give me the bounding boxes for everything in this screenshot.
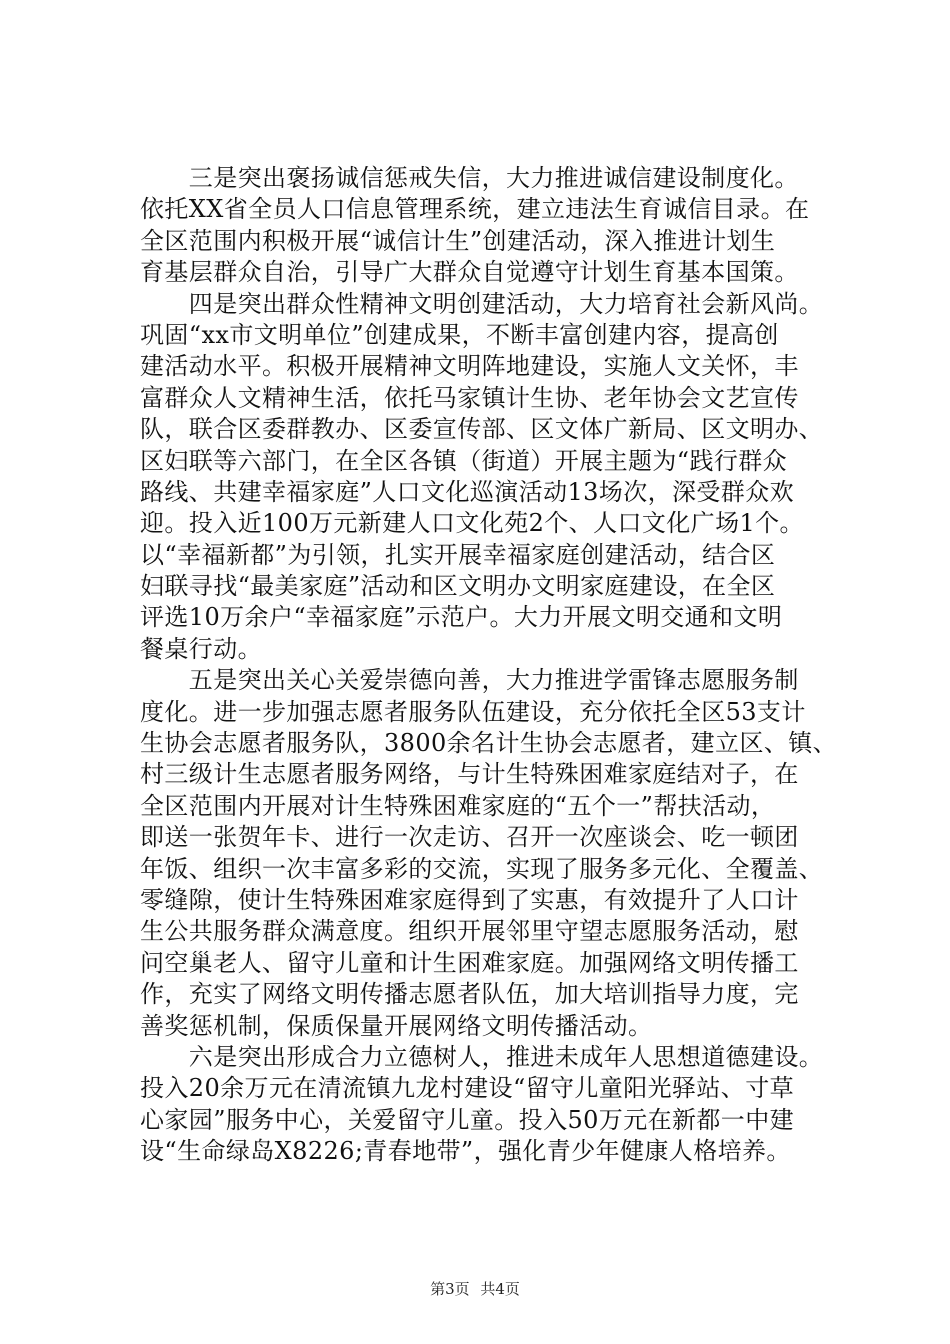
text-line: 问空巢老人、留守儿童和计生困难家庭。加强网络文明传播工 <box>140 948 799 977</box>
text-line: 以“幸福新都”为引领，扎实开展幸福家庭创建活动，结合区 <box>140 540 776 569</box>
text-line: 生公共服务群众满意度。组织开展邻里守望志愿服务活动，慰 <box>140 917 799 946</box>
text-line: 三是突出褒扬诚信惩戒失信，大力推进诚信建设制度化。 <box>140 164 799 192</box>
text-line: 建活动水平。积极开展精神文明阵地建设，实施人文关怀，丰 <box>140 352 799 381</box>
text-line: 路线、共建幸福家庭”人口文化巡演活动13场次，深受群众欢 <box>140 477 795 506</box>
text-line: 富群众人文精神生活，依托马家镇计生协、老年协会文艺宣传 <box>140 383 799 412</box>
document-body <box>140 163 846 1168</box>
text-line: 区妇联等六部门，在全区各镇（街道）开展主题为“践行群众 <box>140 446 788 475</box>
text-line: 六是突出形成合力立德树人，推进未成年人思想道德建设。 <box>140 1042 824 1071</box>
text-line: 妇联寻找“最美家庭”活动和区文明办文明家庭建设，在全区 <box>140 572 776 601</box>
text-line: 村三级计生志愿者服务网络，与计生特殊困难家庭结对子，在 <box>140 760 799 789</box>
text-line: 迎。投入近100万元新建人口文化苑2个、人口文化广场1个。 <box>140 509 804 538</box>
text-line: 依托XX省全员人口信息管理系统，建立违法生育诚信目录。在 <box>140 195 810 224</box>
text-line: 餐桌行动。 <box>140 634 262 663</box>
text-line: 度化。进一步加强志愿者服务队伍建设，充分依托全区53支计 <box>140 697 806 726</box>
text-line: 设“生命绿岛X8226;青春地带”，强化青少年健康人格培养。 <box>140 1137 791 1166</box>
page-footer <box>0 1278 950 1299</box>
text-line: 心家园”服务中心，关爱留守儿童。投入50万元在新都一中建 <box>140 1105 795 1134</box>
text-line: 即送一张贺年卡、进行一次走访、召开一次座谈会、吃一顿团 <box>140 823 799 852</box>
text-line: 四是突出群众性精神文明创建活动，大力培育社会新风尚。 <box>140 289 824 318</box>
text-line: 年饭、组织一次丰富多彩的交流，实现了服务多元化、全覆盖、 <box>140 854 824 883</box>
text-line: 评选10万余户“幸福家庭”示范户。大力开展文明交通和文明 <box>140 603 783 632</box>
text-line: 投入20余万元在清流镇九龙村建设“留守儿童阳光驿站、寸草 <box>140 1074 795 1103</box>
text-line: 育基层群众自治，引导广大群众自觉遵守计划生育基本国策。 <box>140 258 799 287</box>
text-line: 五是突出关心关爱崇德向善，大力推进学雷锋志愿服务制 <box>140 666 799 695</box>
text-line: 全区范围内开展对计生特殊困难家庭的“五个一”帮扶活动， <box>140 791 776 820</box>
text-line: 作，充实了网络文明传播志愿者队伍，加大培训指导力度，完 <box>140 980 799 1009</box>
text-line: 巩固“xx市文明单位”创建成果，不断丰富创建内容，提高创 <box>140 320 779 349</box>
text-line: 队，联合区委群教办、区委宣传部、区文体广新局、区文明办、 <box>140 415 824 444</box>
page-number: 第3页 <box>430 1280 470 1298</box>
text-line: 生协会志愿者服务队，3800余名计生协会志愿者，建立区、镇、 <box>140 729 838 758</box>
page-total: 共4页 <box>480 1280 520 1298</box>
text-line: 零缝隙，使计生特殊困难家庭得到了实惠，有效提升了人口计 <box>140 885 799 914</box>
text-line: 善奖惩机制，保质保量开展网络文明传播活动。 <box>140 1011 653 1040</box>
text-line: 全区范围内积极开展“诚信计生”创建活动，深入推进计划生 <box>140 226 776 255</box>
